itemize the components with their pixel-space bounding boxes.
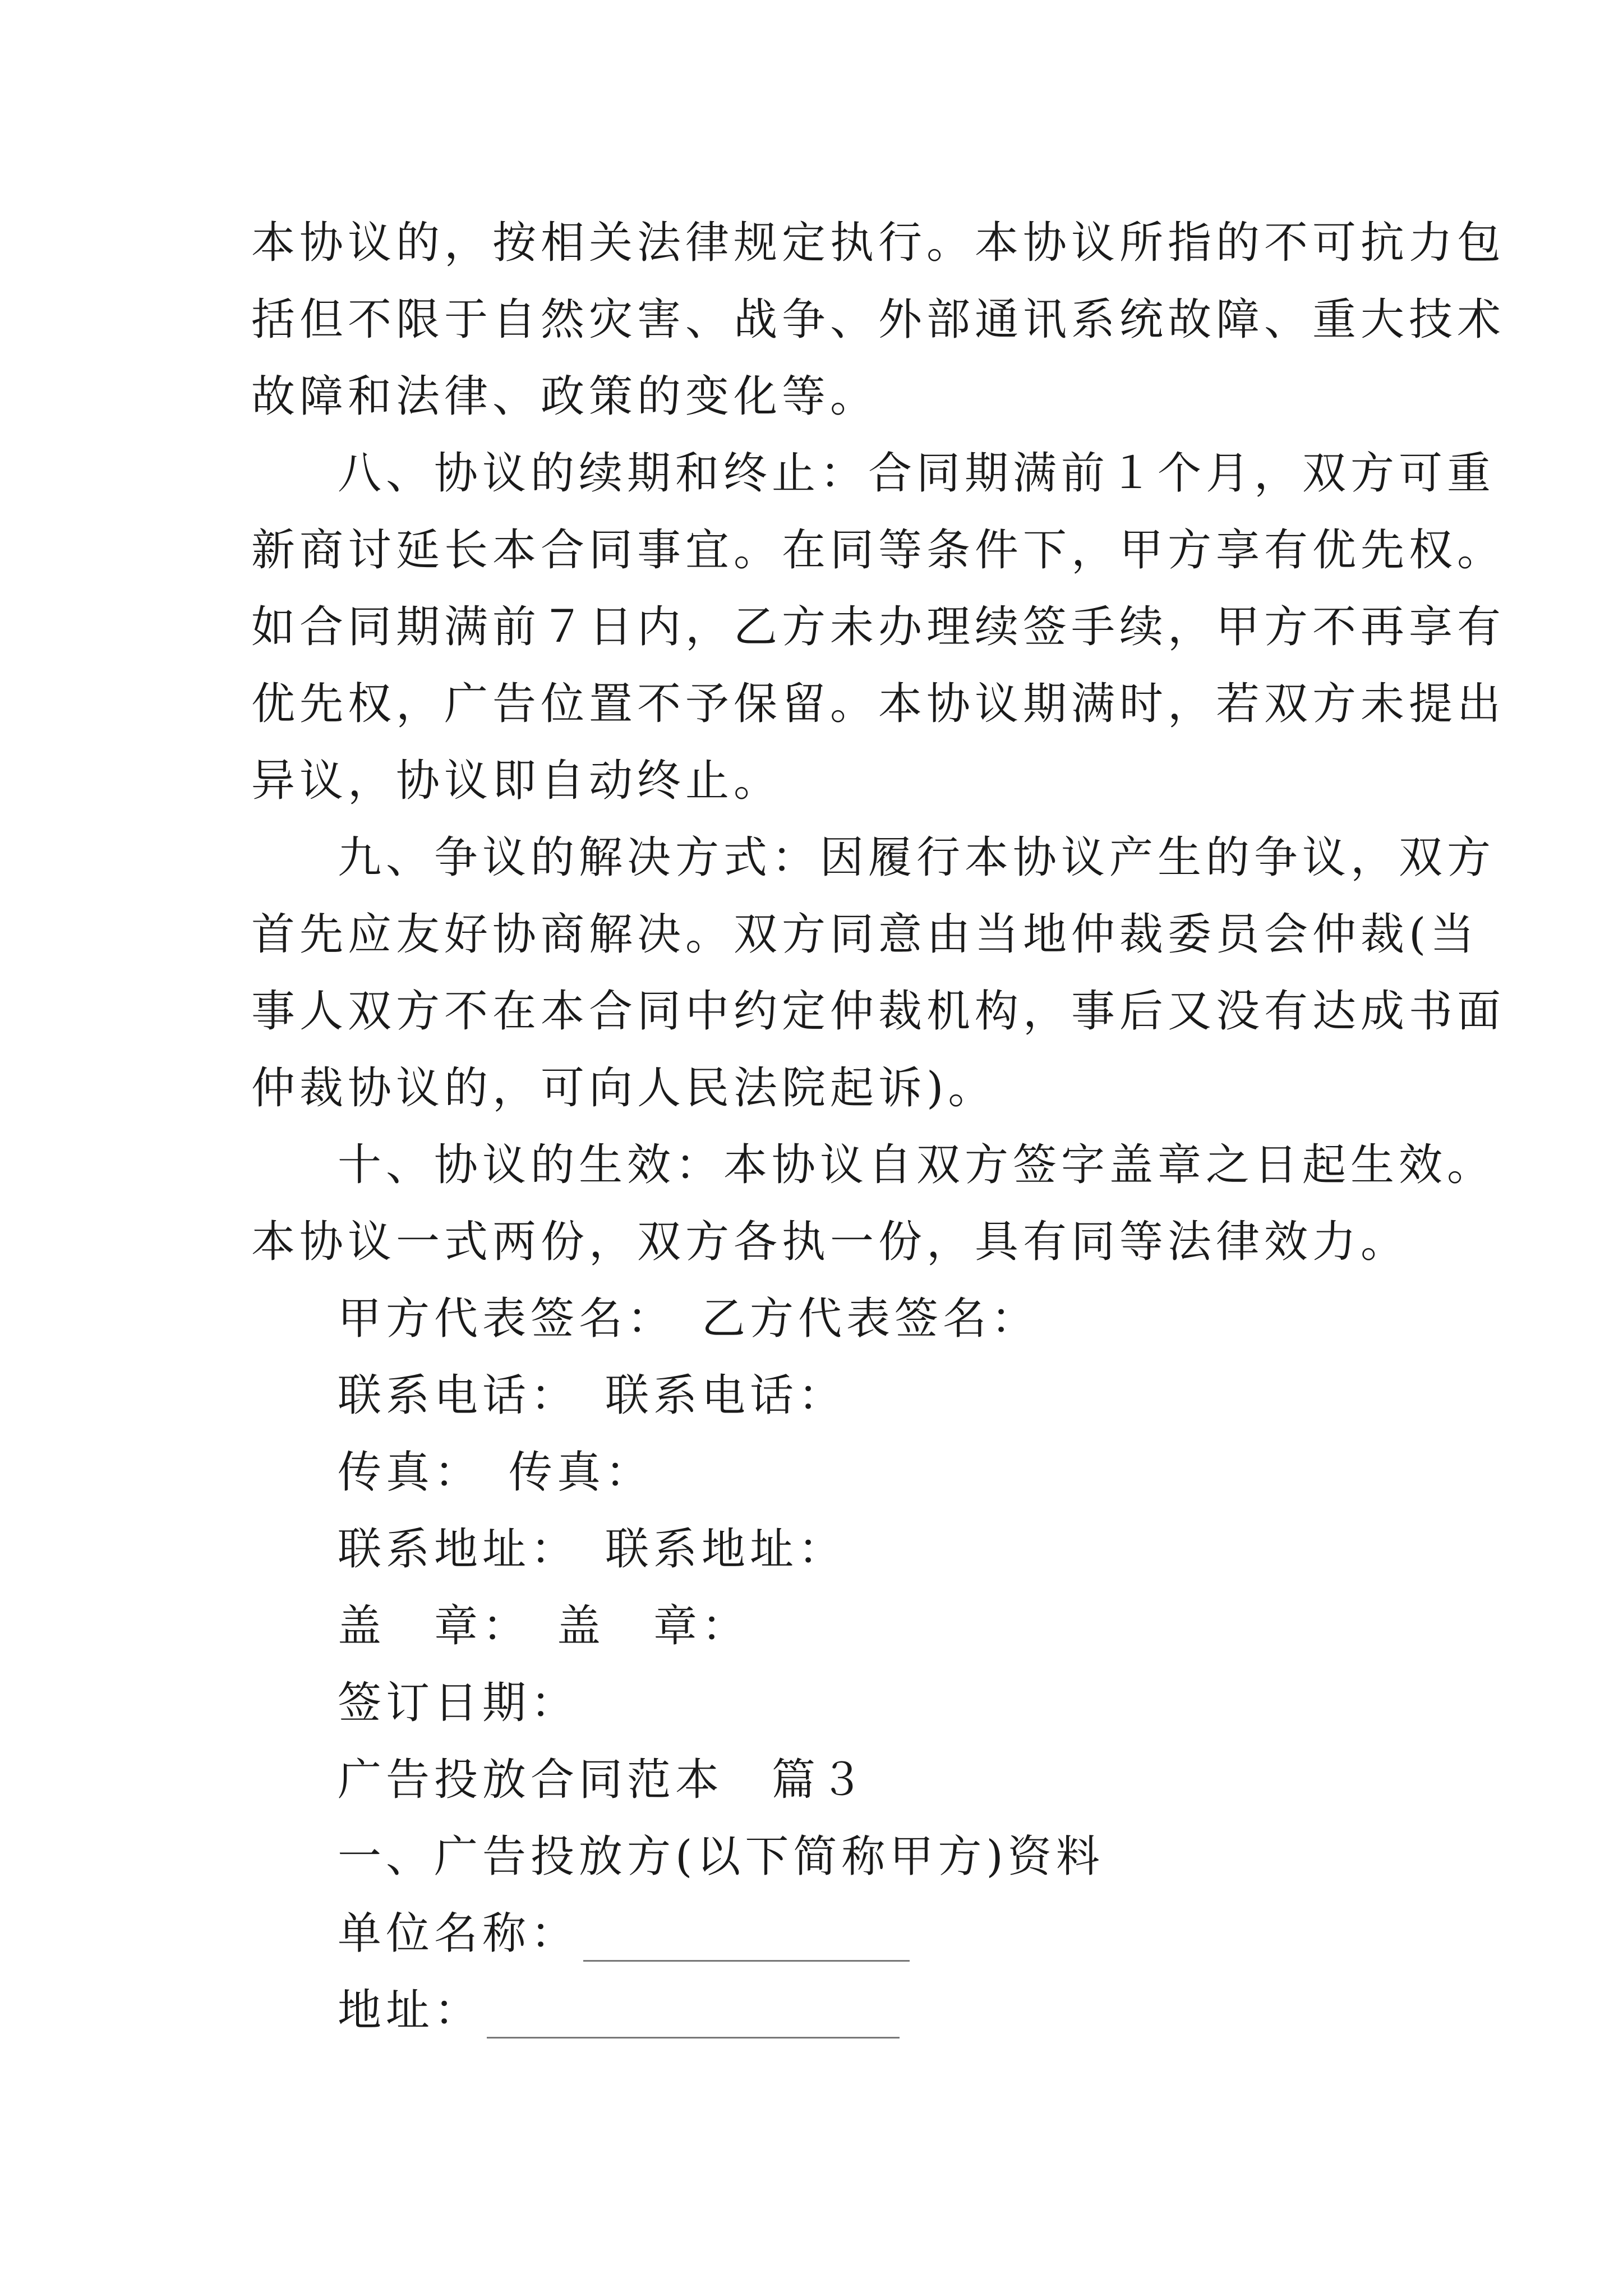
paragraph-line: 优先权，广告位置不予保留。本协议期满时，若双方未提出 (251, 679, 1506, 729)
paragraph-line: 括但不限于自然灾害、战争、外部通讯系统故障、重大技术 (251, 295, 1506, 345)
signature-seal: 盖 章： 盖 章： (338, 1601, 750, 1651)
section-heading: 广告投放合同范本 篇３ (338, 1755, 869, 1805)
paragraph-line: 如合同期满前７日内，乙方未办理续签手续，甲方不再享有 (251, 602, 1506, 652)
signature-address: 联系地址： 联系地址： (338, 1524, 847, 1575)
paragraph-line: 本协议一式两份，双方各执一份，具有同等法律效力。 (251, 1217, 1409, 1267)
signature-fax: 传真： 传真： (338, 1447, 654, 1498)
signature-date: 签订日期： (338, 1678, 579, 1728)
unit-name-blank (583, 1920, 910, 1962)
paragraph-line: 仲裁协议的，可向人民法院起诉)。 (251, 1063, 997, 1114)
paragraph-line: 首先应友好协商解决。双方同意由当地仲裁委员会仲裁(当 (251, 909, 1479, 960)
party-a-heading: 一、广告投放方(以下简称甲方)资料 (338, 1832, 1104, 1882)
paragraph-line: 十、协议的生效：本协议自双方签字盖章之日起生效。 (338, 1140, 1496, 1190)
paragraph-line: 新商讨延长本合同事宜。在同等条件下，甲方享有优先权。 (251, 525, 1506, 576)
paragraph-line: 九、争议的解决方式：因履行本协议产生的争议，双方 (338, 832, 1496, 883)
signature-phone: 联系电话： 联系电话： (338, 1370, 847, 1421)
unit-name-field (338, 1906, 910, 1962)
paragraph-line: 本协议的，按相关法律规定执行。本协议所指的不可抗力包 (251, 218, 1506, 268)
paragraph-line: 事人双方不在本合同中约定仲裁机构，事后又没有达成书面 (251, 986, 1506, 1037)
paragraph-line: 八、协议的续期和终止：合同期满前１个月，双方可重 (338, 448, 1496, 499)
paragraph-line: 异议，协议即自动终止。 (251, 756, 782, 806)
address-blank (487, 1996, 900, 2039)
signature-representative: 甲方代表签名： 乙方代表签名： (338, 1294, 1040, 1344)
unit-name-label: 单位名称： (338, 1908, 579, 1959)
paragraph-line: 故障和法律、政策的变化等。 (251, 371, 879, 422)
address-label: 地址： (338, 1985, 483, 2036)
address-field (338, 1982, 900, 2039)
